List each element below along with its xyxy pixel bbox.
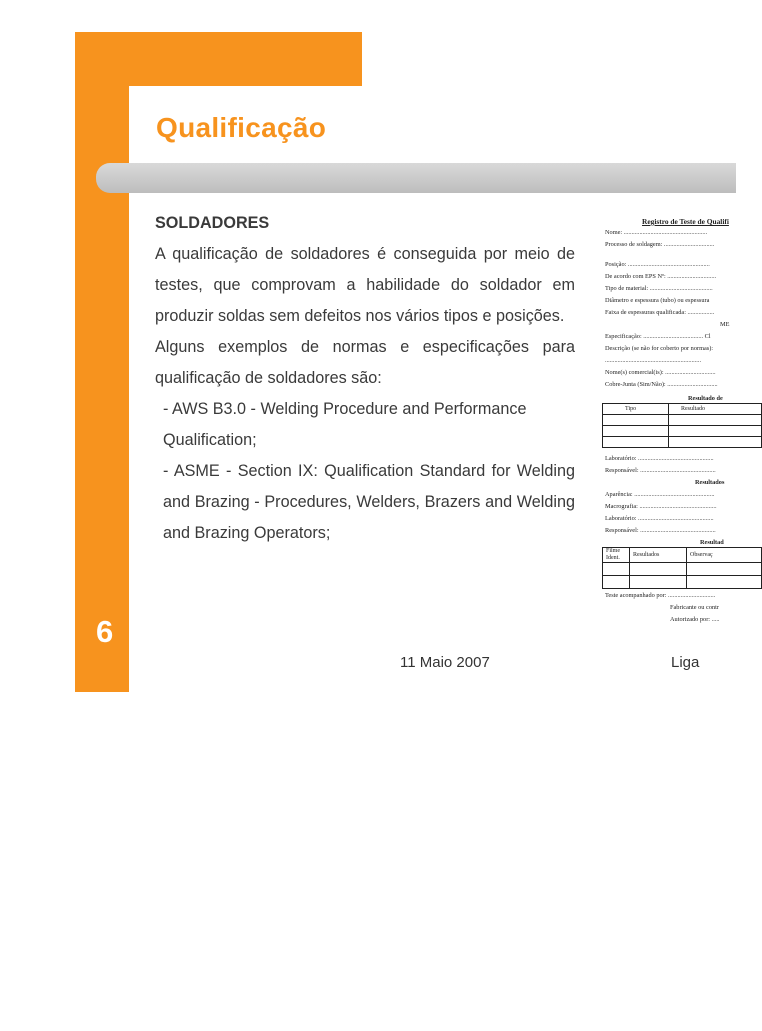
form-field: Laboratório: ................................................ bbox=[605, 515, 714, 522]
table-header: Tipo bbox=[603, 404, 669, 415]
form-field: Diâmetro e espessura (tubo) ou espessura bbox=[605, 297, 710, 304]
form-field: Responsável: ................................................ bbox=[605, 527, 716, 534]
bullet-aws: - AWS B3.0 - Welding Procedure and Performance Qualification; bbox=[163, 400, 527, 449]
form-field: Processo de soldagem: ................................ bbox=[605, 241, 715, 248]
form-field: Responsável: ................................................ bbox=[605, 467, 716, 474]
form-field: ME bbox=[720, 321, 730, 328]
table-cell bbox=[603, 563, 630, 576]
form-field: Autorizado por: ..... bbox=[670, 616, 720, 623]
table-cell bbox=[603, 426, 669, 437]
form-section-heading: Resultado de bbox=[688, 395, 723, 402]
form-film-table bbox=[602, 547, 762, 589]
form-field: Descrição (se não for coberto por normas): bbox=[605, 345, 714, 352]
orange-side-bar bbox=[75, 32, 129, 692]
form-field: De acordo com EPS Nº: ............................... bbox=[605, 273, 717, 280]
form-field: Teste acompanhado por: .............................. bbox=[605, 592, 716, 599]
form-test-table bbox=[602, 403, 762, 448]
form-field: Faixa de espessuras qualificada: ................. bbox=[605, 309, 715, 316]
table-cell bbox=[669, 437, 762, 448]
form-title: Registro de Teste de Qualifi bbox=[642, 217, 729, 226]
form-field: ............................................................. bbox=[605, 357, 702, 364]
table-header: Resultado bbox=[669, 404, 762, 415]
form-field: Posição: .................................................... bbox=[605, 261, 710, 268]
paragraph-1: A qualificação de soldadores é conseguida por meio de testes, que comprovam a habilidade do soldador em produzir soldas sem defeitos nos vários tipos e posições. bbox=[155, 245, 575, 325]
orange-title-block bbox=[75, 32, 362, 86]
table-header: Resultados bbox=[630, 548, 687, 563]
table-cell bbox=[630, 576, 687, 589]
form-section-heading: Resultad bbox=[700, 539, 724, 546]
table-cell bbox=[603, 415, 669, 426]
table-cell bbox=[687, 576, 762, 589]
table-cell bbox=[669, 426, 762, 437]
form-field: Tipo de material: ........................................ bbox=[605, 285, 713, 292]
footer-date: 11 Maio 2007 bbox=[400, 654, 490, 671]
form-field: Nome(s) comercial(is): ................................ bbox=[605, 369, 716, 376]
bullet-asme: - ASME - Section IX: Qualification Standard for Welding and Brazing - Procedures, Welders, Brazers and Welding and Brazing Operators; bbox=[163, 462, 575, 542]
form-section-heading: Resultados bbox=[695, 479, 725, 486]
form-field: Cobre-Junta (Sim/Não): ................................ bbox=[605, 381, 718, 388]
slide-number: 6 bbox=[96, 614, 114, 649]
form-field: Macrografia: ................................................. bbox=[605, 503, 717, 510]
qualification-form-image bbox=[600, 215, 760, 625]
table-header: Filme Ident. bbox=[603, 548, 630, 563]
form-field: Aparência: ................................................... bbox=[605, 491, 715, 498]
form-field: Nome: ..................................................... bbox=[605, 229, 708, 236]
form-field: Laboratório: ................................................ bbox=[605, 455, 714, 462]
paragraph-2: Alguns exemplos de normas e especificações para qualificação de soldadores são: bbox=[155, 338, 575, 387]
section-heading: SOLDADORES bbox=[155, 214, 270, 232]
table-cell bbox=[630, 563, 687, 576]
table-cell bbox=[669, 415, 762, 426]
gray-divider-band bbox=[96, 163, 736, 193]
slide-title: Qualificação bbox=[156, 112, 327, 143]
form-field: Fabricante ou contr bbox=[670, 604, 719, 611]
table-cell bbox=[603, 437, 669, 448]
footer-label: Liga bbox=[671, 654, 700, 671]
form-field: Especificação: ...................................... Cl bbox=[605, 333, 711, 340]
table-cell bbox=[603, 576, 630, 589]
table-cell bbox=[687, 563, 762, 576]
slide-body bbox=[155, 208, 575, 549]
table-header: Observaç bbox=[687, 548, 762, 563]
